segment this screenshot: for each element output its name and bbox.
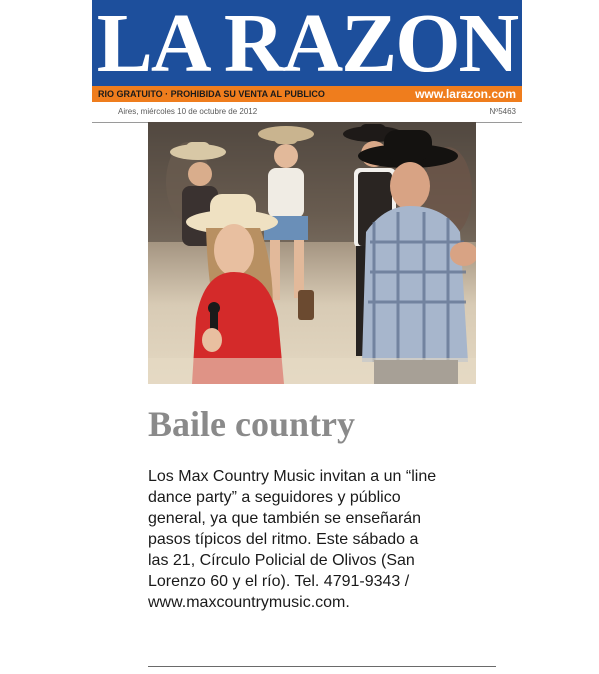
issue-date: Aires, miércoles 10 de octubre de 2012	[118, 107, 258, 116]
body-line: pasos típicos del ritmo. Este sábado a	[148, 531, 419, 548]
body-line: general, ya que también se enseñarán	[148, 510, 422, 527]
masthead-tagline: RIO GRATUITO · PROHIBIDA SU VENTA AL PUBLICO	[98, 89, 325, 99]
masthead-dateline	[92, 102, 522, 123]
body-line: Los Max Country Music invitan a un “line	[148, 468, 437, 485]
masthead-strip	[92, 86, 522, 102]
issue-number: Nº5463	[489, 107, 516, 116]
body-line: Lorenzo 60 y el río). Tel. 4791-9343 /	[148, 573, 410, 590]
body-line: www.maxcountrymusic.com.	[148, 594, 350, 611]
article-column	[128, 122, 498, 674]
dancers-photo-illustration	[148, 122, 476, 384]
body-line: dance party” a seguidores y público	[148, 489, 401, 506]
article-photo	[148, 122, 476, 384]
website-link[interactable]: www.larazon.com	[415, 87, 516, 101]
article-headline: Baile country	[148, 404, 355, 444]
masthead	[92, 0, 522, 122]
masthead-banner	[92, 0, 522, 86]
newspaper-logo: LA RAZON	[96, 0, 518, 86]
article-divider	[148, 666, 496, 667]
article-body	[148, 466, 480, 613]
body-line: las 21, Círculo Policial de Olivos (San	[148, 552, 415, 569]
